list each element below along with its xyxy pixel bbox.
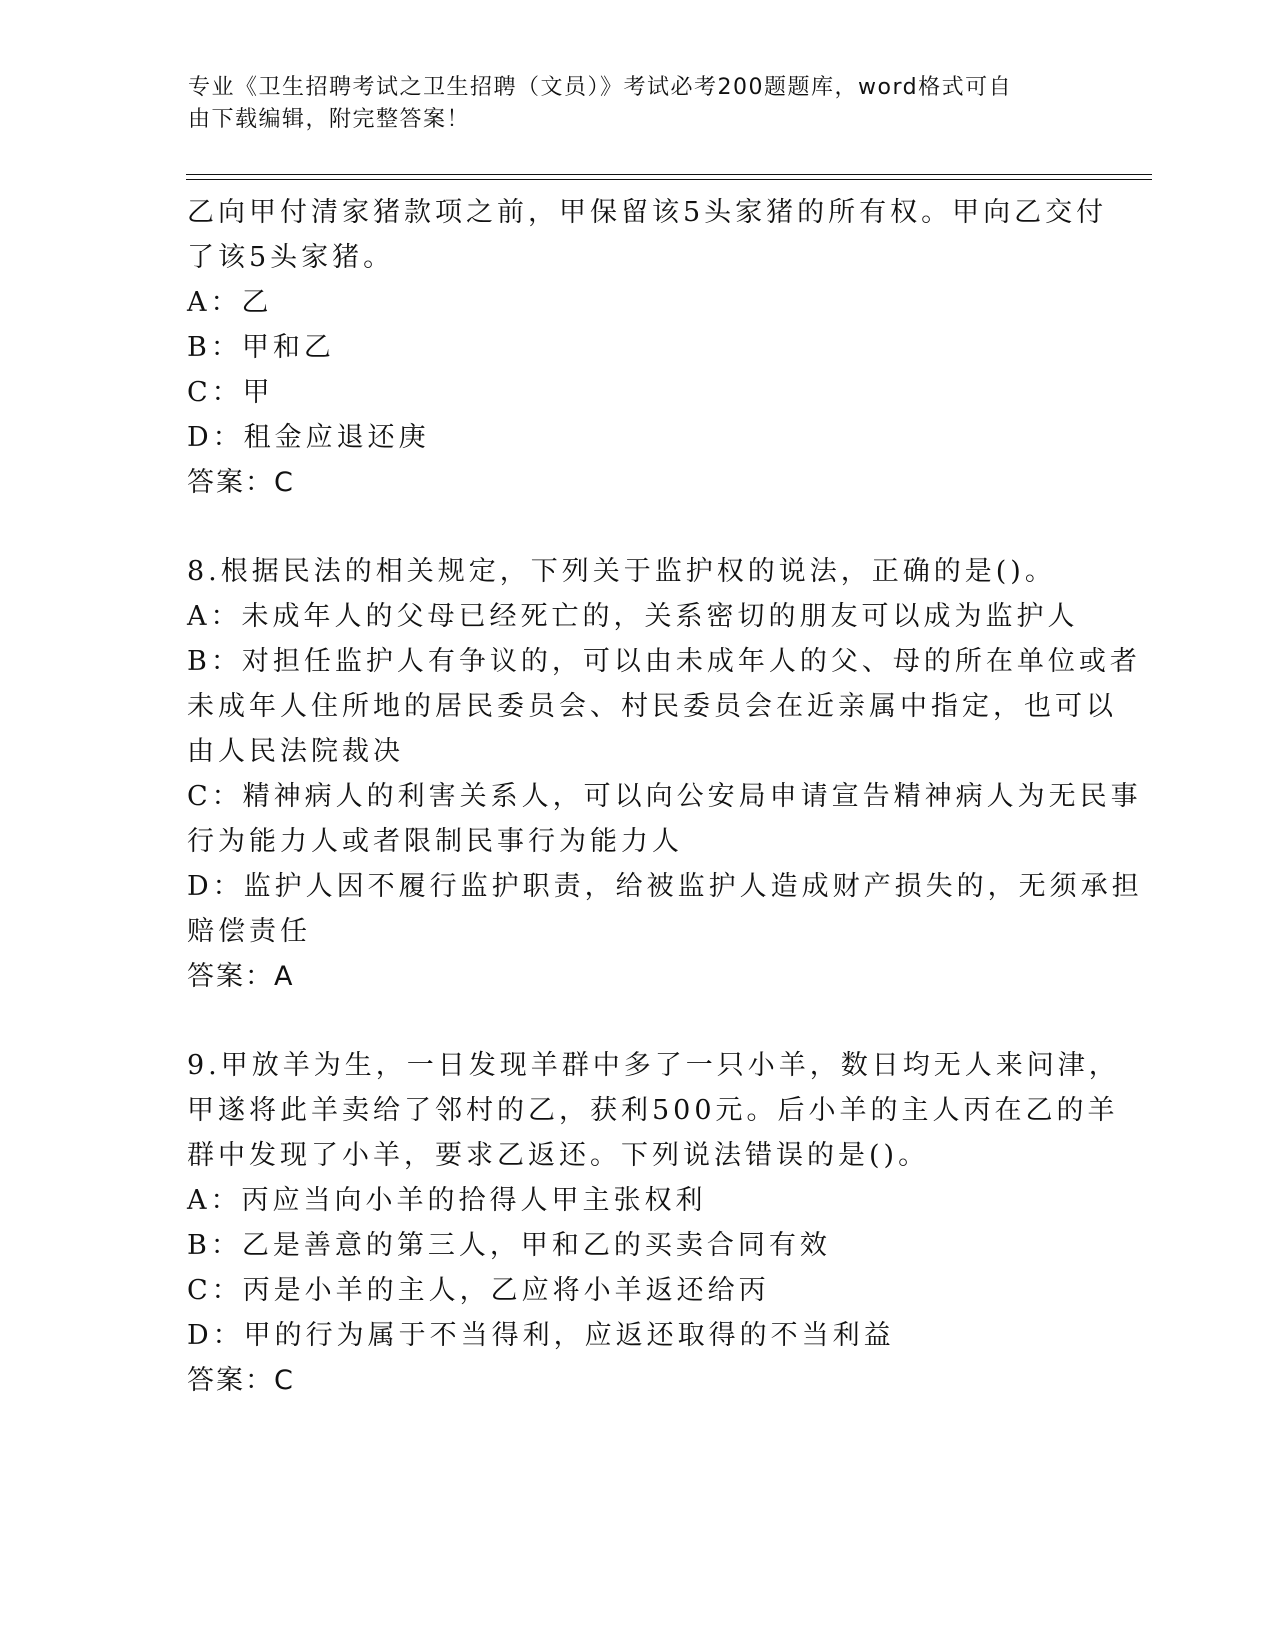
- question-9: [187, 1043, 1120, 1403]
- header-rule-top: [186, 174, 1152, 175]
- question-stem-line: 8.根据民法的相关规定，下列关于监护权的说法，正确的是()。: [187, 556, 1056, 587]
- option-c: C：甲: [187, 377, 274, 408]
- option-c: C：丙是小羊的主人，乙应将小羊返还给丙: [187, 1275, 770, 1306]
- option-d: D：甲的行为属于不当得利，应返还取得的不当利益: [187, 1320, 895, 1351]
- option-c: C：精神病人的利害关系人，可以向公安局申请宣告精神病人为无民事: [187, 781, 1142, 812]
- answer-line: 答案：C: [187, 467, 295, 498]
- option-a: A：乙: [187, 287, 273, 318]
- question-content: [187, 190, 1143, 1403]
- question-stem-line: 乙向甲付清家猪款项之前，甲保留该5头家猪的所有权。甲向乙交付: [187, 197, 1108, 228]
- option-a: A：丙应当向小羊的拾得人甲主张权利: [187, 1185, 707, 1216]
- spacer: [187, 999, 1067, 1043]
- option-d: D：租金应退还庚: [187, 422, 430, 453]
- header-rule-bottom: [186, 179, 1152, 180]
- answer-line: 答案：A: [187, 961, 295, 992]
- option-b-continued: 由人民法院裁决: [187, 736, 404, 767]
- question-8: [187, 549, 1143, 999]
- spacer: [187, 505, 1067, 549]
- question-stem-line: 群中发现了小羊，要求乙返还。下列说法错误的是()。: [187, 1140, 930, 1171]
- option-b: B：甲和乙: [187, 332, 335, 363]
- question-stem-line: 了该5头家猪。: [187, 242, 395, 273]
- option-a: A：未成年人的父母已经死亡的，关系密切的朋友可以成为监护人: [187, 601, 1079, 632]
- option-b: B：乙是善意的第三人，甲和乙的买卖合同有效: [187, 1230, 831, 1261]
- question-stem-line: 甲遂将此羊卖给了邻村的乙，获利500元。后小羊的主人丙在乙的羊: [187, 1095, 1119, 1126]
- option-b-continued: 未成年人住所地的居民委员会、村民委员会在近亲属中指定，也可以: [187, 691, 1117, 722]
- header-line-2: 由下载编辑，附完整答案！: [188, 107, 471, 132]
- option-c-continued: 行为能力人或者限制民事行为能力人: [187, 826, 683, 857]
- page-header: [188, 72, 1068, 136]
- answer-line: 答案：C: [187, 1365, 295, 1396]
- option-d: D：监护人因不履行监护职责，给被监护人造成财产损失的，无须承担: [187, 871, 1143, 902]
- option-b: B：对担任监护人有争议的，可以由未成年人的父、母的所在单位或者: [187, 646, 1141, 677]
- question-stem-line: 9.甲放羊为生，一日发现羊群中多了一只小羊，数日均无人来问津，: [187, 1050, 1120, 1081]
- option-d-continued: 赔偿责任: [187, 916, 311, 947]
- question-7: [187, 190, 1108, 505]
- header-line-1: 专业《卫生招聘考试之卫生招聘（文员）》考试必考200题题库，word格式可自: [188, 75, 1013, 100]
